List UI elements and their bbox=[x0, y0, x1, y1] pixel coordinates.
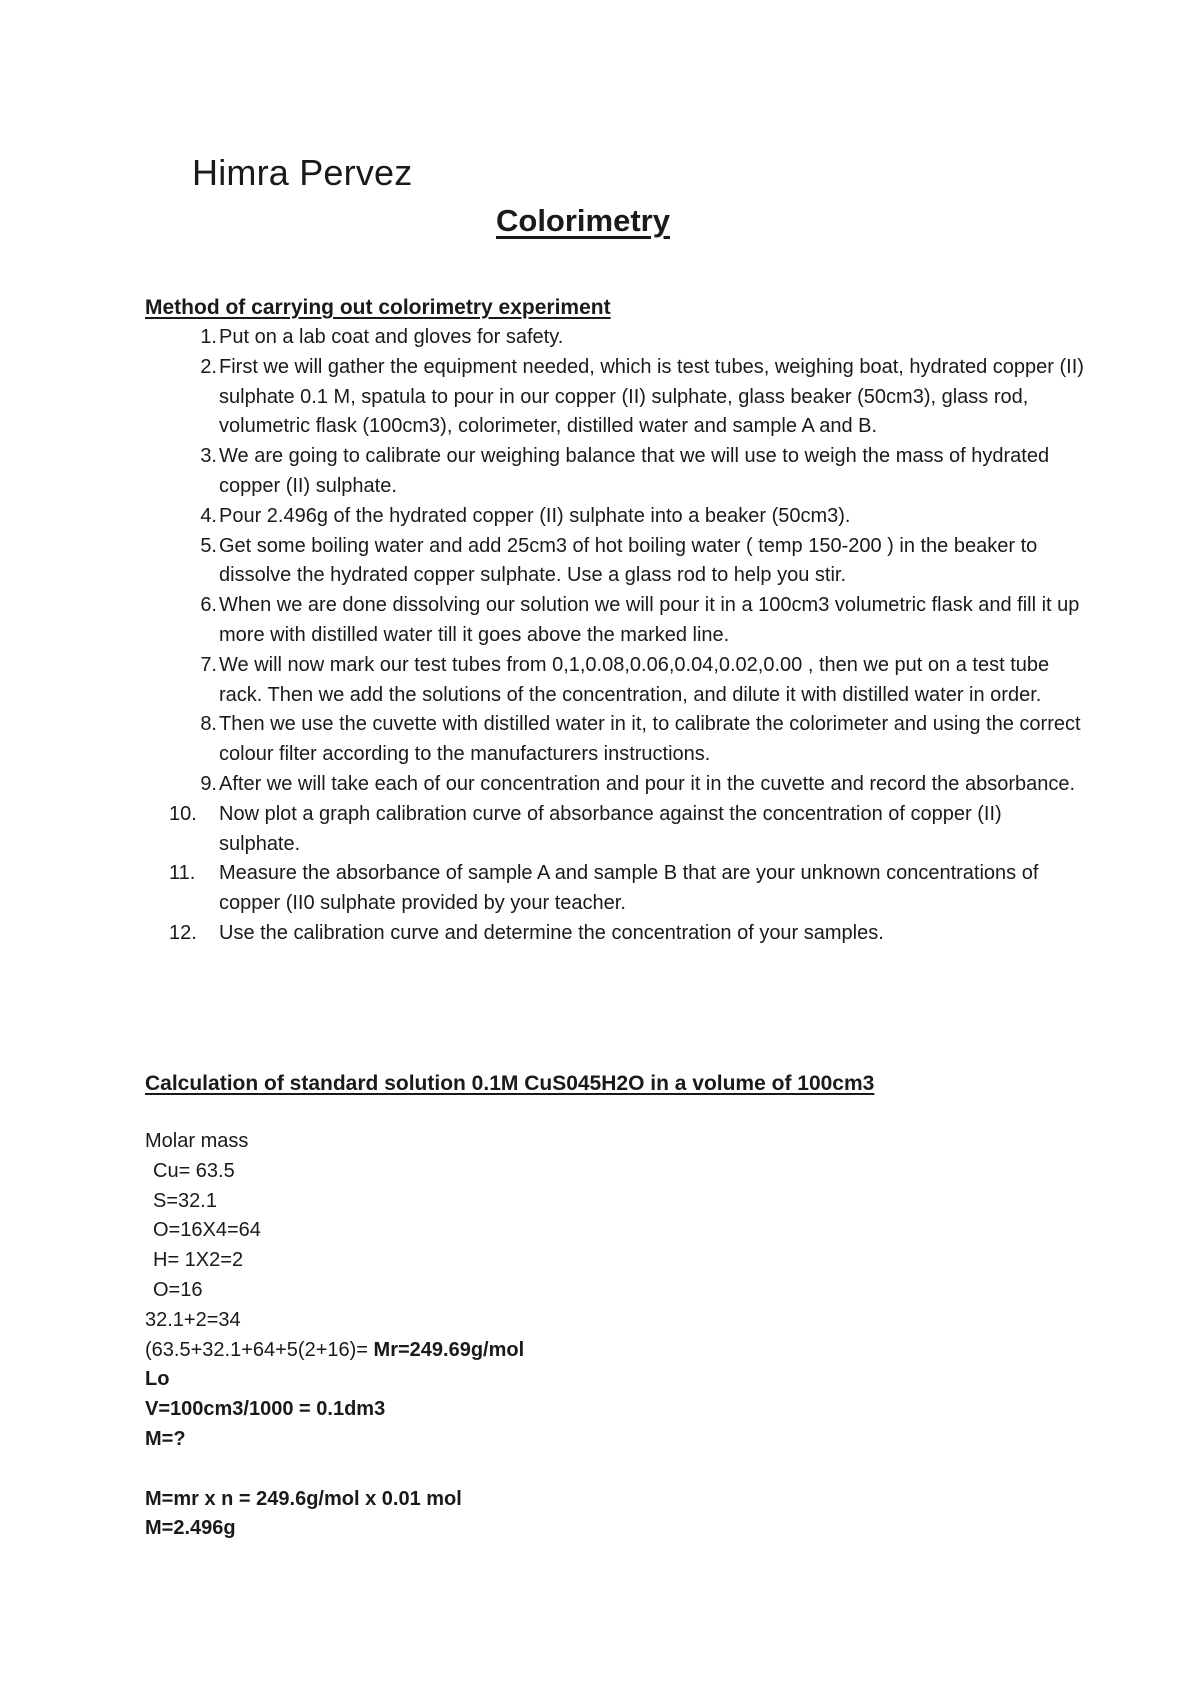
step-number: 3. bbox=[200, 445, 217, 468]
step-text: Measure the absorbance of sample A and sample B that are your unknown concentrations of copper (II0 sulphate provided by your teacher. bbox=[219, 862, 1039, 915]
h2-mass-line: H= 1X2=2 bbox=[153, 1249, 244, 1272]
list-item bbox=[145, 323, 1085, 353]
step-number: 11. bbox=[169, 862, 196, 885]
list-item bbox=[145, 591, 1085, 651]
s-mass-line: S=32.1 bbox=[153, 1189, 217, 1212]
list-item bbox=[145, 800, 1085, 860]
o4-mass-line: O=16X4=64 bbox=[153, 1219, 261, 1242]
mass-result-line: M=2.496g bbox=[145, 1517, 236, 1540]
sum-expression: (63.5+32.1+64+5(2+16)= bbox=[145, 1338, 368, 1361]
step-text: Pour 2.496g of the hydrated copper (II) sulphate into a beaker (50cm3). bbox=[219, 504, 851, 527]
list-item bbox=[145, 710, 1085, 770]
step-text: We will now mark our test tubes from 0,1,0.08,0.06,0.04,0.02,0.00 , then we put on a test tube rack. Then we add the solutions of the concentration, and dilute it with distilled water in order. bbox=[219, 653, 1050, 706]
step-number: 8. bbox=[200, 713, 217, 736]
method-heading: Method of carrying out colorimetry experiment bbox=[145, 296, 611, 319]
list-item bbox=[145, 502, 1085, 532]
o-mass-line: O=16 bbox=[153, 1278, 203, 1301]
step-number: 1. bbox=[200, 326, 217, 348]
step-text: Now plot a graph calibration curve of absorbance against the concentration of copper (II) sulphate. bbox=[219, 802, 1002, 855]
step-text: After we will take each of our concentration and pour it in the cuvette and record the absorbance. bbox=[219, 772, 1076, 795]
step-number: 12. bbox=[169, 921, 197, 944]
list-item bbox=[145, 859, 1085, 919]
molar-mass-label: Molar mass bbox=[145, 1130, 249, 1152]
step-number: 2. bbox=[200, 355, 217, 378]
cu-mass-line: Cu= 63.5 bbox=[153, 1159, 235, 1182]
calculation-heading: Calculation of standard solution 0.1M CuS045H2O in a volume of 100cm3 bbox=[145, 1072, 875, 1095]
spacer bbox=[145, 1455, 524, 1485]
step-text: First we will gather the equipment needed, which is test tubes, weighing boat, hydrated copper (II) sulphate 0.1 M, spatula to pour in our copper (II) sulphate, glass beaker (50cm3), glass rod, volumetric flask (100cm3), colorimeter, distilled water and sample A and B. bbox=[219, 355, 1084, 438]
method-steps-list bbox=[145, 323, 1085, 949]
list-item bbox=[145, 353, 1085, 442]
step-number: 5. bbox=[200, 534, 217, 557]
step-text: When we are done dissolving our solution we will pour it in a 100cm3 volumetric flask and fill it up more with distilled water till it goes above the marked line. bbox=[219, 594, 1080, 646]
step-text: Put on a lab coat and gloves for safety. bbox=[219, 326, 564, 348]
mass-formula-line: M=mr x n = 249.6g/mol x 0.01 mol bbox=[145, 1487, 462, 1510]
calculation-block bbox=[145, 1127, 524, 1544]
step-text: Use the calibration curve and determine the concentration of your samples. bbox=[219, 921, 884, 944]
step-number: 6. bbox=[200, 594, 217, 617]
mass-unknown-line: M=? bbox=[145, 1427, 186, 1450]
document-title: Colorimetry bbox=[496, 203, 670, 238]
list-item bbox=[145, 651, 1085, 711]
molar-mass-result: Mr=249.69g/mol bbox=[373, 1338, 525, 1361]
list-item bbox=[145, 532, 1085, 592]
list-item bbox=[145, 442, 1085, 502]
list-item bbox=[145, 770, 1085, 800]
volume-line: V=100cm3/1000 = 0.1dm3 bbox=[145, 1398, 386, 1421]
author-name: Himra Pervez bbox=[192, 152, 413, 193]
step-number: 7. bbox=[200, 653, 217, 676]
sum-line-1: 32.1+2=34 bbox=[145, 1308, 241, 1331]
list-item bbox=[145, 919, 1085, 949]
sum-line-2 bbox=[145, 1336, 524, 1366]
step-text: Get some boiling water and add 25cm3 of hot boiling water ( temp 150-200 ) in the beaker to dissolve the hydrated copper sulphate. Use a glass rod to help you stir. bbox=[219, 534, 1038, 587]
step-number: 9. bbox=[200, 772, 217, 795]
step-number: 4. bbox=[200, 504, 217, 527]
step-text: Then we use the cuvette with distilled water in it, to calibrate the colorimeter and using the correct colour filter according to the manufacturers instructions. bbox=[219, 713, 1081, 766]
step-number: 10. bbox=[169, 802, 197, 825]
step-text: We are going to calibrate our weighing balance that we will use to weigh the mass of hydrated copper (II) sulphate. bbox=[219, 445, 1050, 497]
lo-line: Lo bbox=[145, 1368, 170, 1391]
